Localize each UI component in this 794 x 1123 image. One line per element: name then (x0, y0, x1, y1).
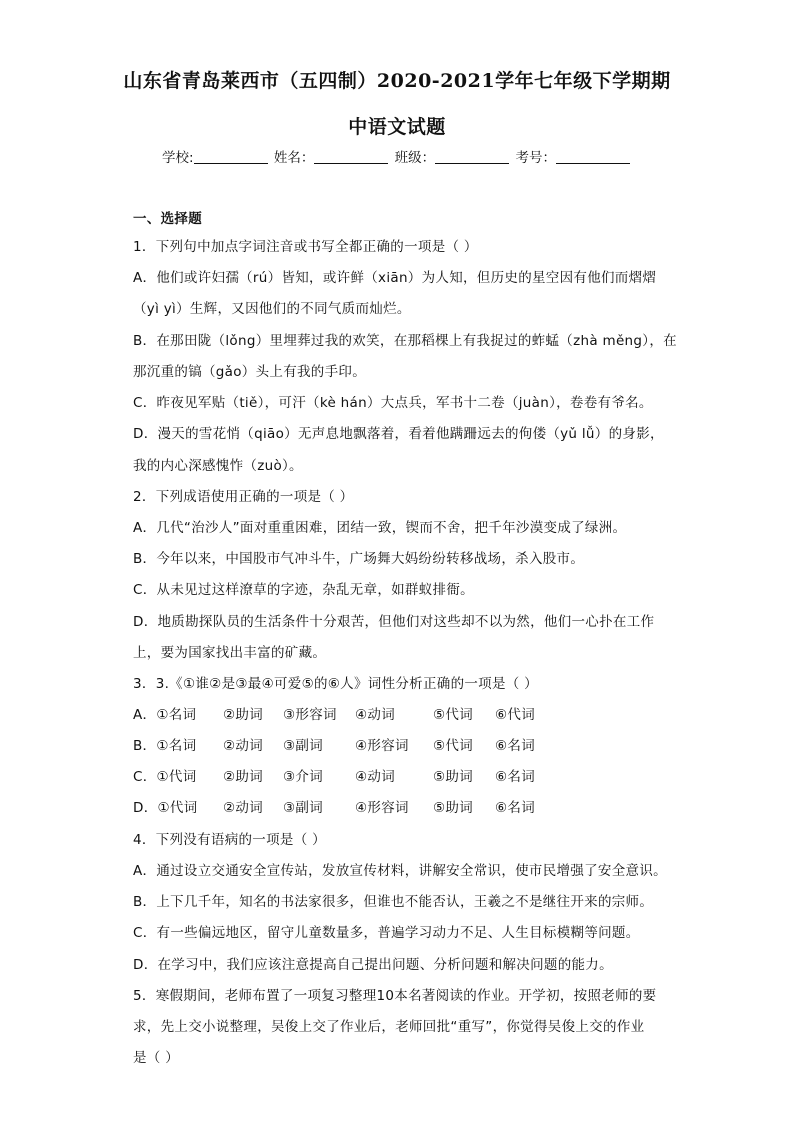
q5-stem-line2: 求，先上交小说整理，吴俊上交了作业后，老师回批“重写”，你觉得吴俊上交的作业 (133, 1019, 645, 1035)
exam-title-line2: 中语文试题 (348, 116, 446, 138)
q4-stem: 4．下列没有语病的一项是（ ） (133, 832, 326, 848)
q2-option-d: D．地质勘探队员的生活条件十分艰苦，但他们对这些却不以为然，他们一心扑在工作 (133, 614, 655, 630)
q1-option-b-cont: 那沉重的镐（gǎo）头上有我的手印。 (133, 364, 367, 380)
q3-option-c (133, 765, 535, 785)
q3-option-d (133, 796, 535, 816)
q3-d-6: ⑥名词 (495, 800, 536, 816)
q1-option-a: A．他们或许妇孺（rú）皆知，或许鲜（xiān）为人知，但历史的星空因有他们而熠熠 (133, 270, 657, 286)
class-blank[interactable] (435, 149, 509, 164)
q3-b-5: ⑤代词 (433, 738, 474, 754)
q3-c-2: ②助词 (223, 769, 264, 785)
q3-d-1: D．①代词 (133, 800, 198, 816)
name-blank[interactable] (314, 149, 388, 164)
q3-c-5: ⑤助词 (433, 769, 474, 785)
q3-b-1: B．①名词 (133, 738, 197, 754)
q2-stem: 2．下列成语使用正确的一项是（ ） (133, 489, 354, 505)
q5-stem-line1: 5．寒假期间，老师布置了一项复习整理10本名著阅读的作业。开学初，按照老师的要 (133, 988, 657, 1004)
number-blank[interactable] (556, 149, 630, 164)
q4-option-c: C．有一些偏远地区，留守儿童数量多，普遍学习动力不足、人生目标模糊等问题。 (133, 925, 640, 941)
q3-option-a (133, 703, 535, 723)
q1-option-b: B．在那田陇（lǒng）里埋葬过我的欢笑，在那稻棵上有我捉过的蚱蜢（zhà měng），在 (133, 333, 677, 349)
number-label: 考号： (515, 150, 556, 166)
class-label: 班级： (394, 150, 436, 166)
name-label: 姓名： (273, 150, 315, 166)
q1-option-c: C．昨夜见军贴（tiě），可汗（kè hán）大点兵，军书十二卷（juàn），卷卷有爷名。 (133, 395, 653, 411)
q3-d-3: ③副词 (283, 800, 324, 816)
q2-option-c: C．从未见过这样潦草的字迹，杂乱无章，如群蚁排衙。 (133, 582, 474, 598)
q3-d-4: ④形容词 (355, 800, 409, 816)
q3-a-1: A．①名词 (133, 707, 197, 723)
q1-option-d: D．漫天的雪花悄（qiāo）无声息地飘落着，看着他蹒跚远去的佝偻（yǔ lǚ）的身影， (133, 426, 664, 442)
q3-c-6: ⑥名词 (495, 769, 536, 785)
q3-d-2: ②动词 (223, 800, 264, 816)
q4-option-b: B．上下几千年，知名的书法家很多，但谁也不能否认，王羲之不是继往开来的宗师。 (133, 894, 654, 910)
q3-stem: 3．3.《①谁②是③最④可爱⑤的⑥人》词性分析正确的一项是（ ） (133, 676, 538, 692)
q1-option-a-cont: （yì yì）生辉，又因他们的不同气质而灿烂。 (133, 301, 411, 317)
q3-a-3: ③形容词 (283, 707, 337, 723)
section-heading: 一、选择题 (133, 211, 202, 227)
q3-c-3: ③介词 (283, 769, 324, 785)
q2-option-a: A．几代“治沙人”面对重重困难，团结一致，锲而不舍，把千年沙漠变成了绿洲。 (133, 520, 627, 536)
q3-option-b (133, 734, 535, 754)
q3-a-5: ⑤代词 (433, 707, 474, 723)
q3-a-6: ⑥代词 (495, 707, 536, 723)
q5-stem-line3: 是（ ） (133, 1050, 179, 1066)
q3-c-1: C．①代词 (133, 769, 197, 785)
q3-a-4: ④动词 (355, 707, 396, 723)
q3-b-6: ⑥名词 (495, 738, 536, 754)
q2-option-d-cont: 上，要为国家找出丰富的矿藏。 (133, 645, 327, 661)
student-info-row (0, 146, 794, 166)
q3-c-4: ④动词 (355, 769, 396, 785)
school-blank[interactable] (194, 149, 268, 164)
q4-option-a: A．通过设立交通安全宣传站，发放宣传材料，讲解安全常识，使市民增强了安全意识。 (133, 863, 667, 879)
q2-option-b: B．今年以来，中国股市气冲斗牛，广场舞大妈纷纷转移战场，杀入股市。 (133, 551, 585, 567)
q1-stem: 1．下列句中加点字词注音或书写全都正确的一项是（ ） (133, 239, 478, 255)
exam-title-line1: 山东省青岛莱西市（五四制）2020-2021学年七年级下学期期 (123, 70, 671, 92)
q4-option-d: D．在学习中，我们应该注意提高自己提出问题、分析问题和解决问题的能力。 (133, 957, 613, 973)
school-label: 学校: (162, 150, 194, 166)
q3-b-2: ②动词 (223, 738, 264, 754)
q1-option-d-cont: 我的内心深感愧怍（zuò）。 (133, 458, 303, 474)
q3-d-5: ⑤助词 (433, 800, 474, 816)
q3-b-4: ④形容词 (355, 738, 409, 754)
q3-a-2: ②助词 (223, 707, 264, 723)
q3-b-3: ③副词 (283, 738, 324, 754)
